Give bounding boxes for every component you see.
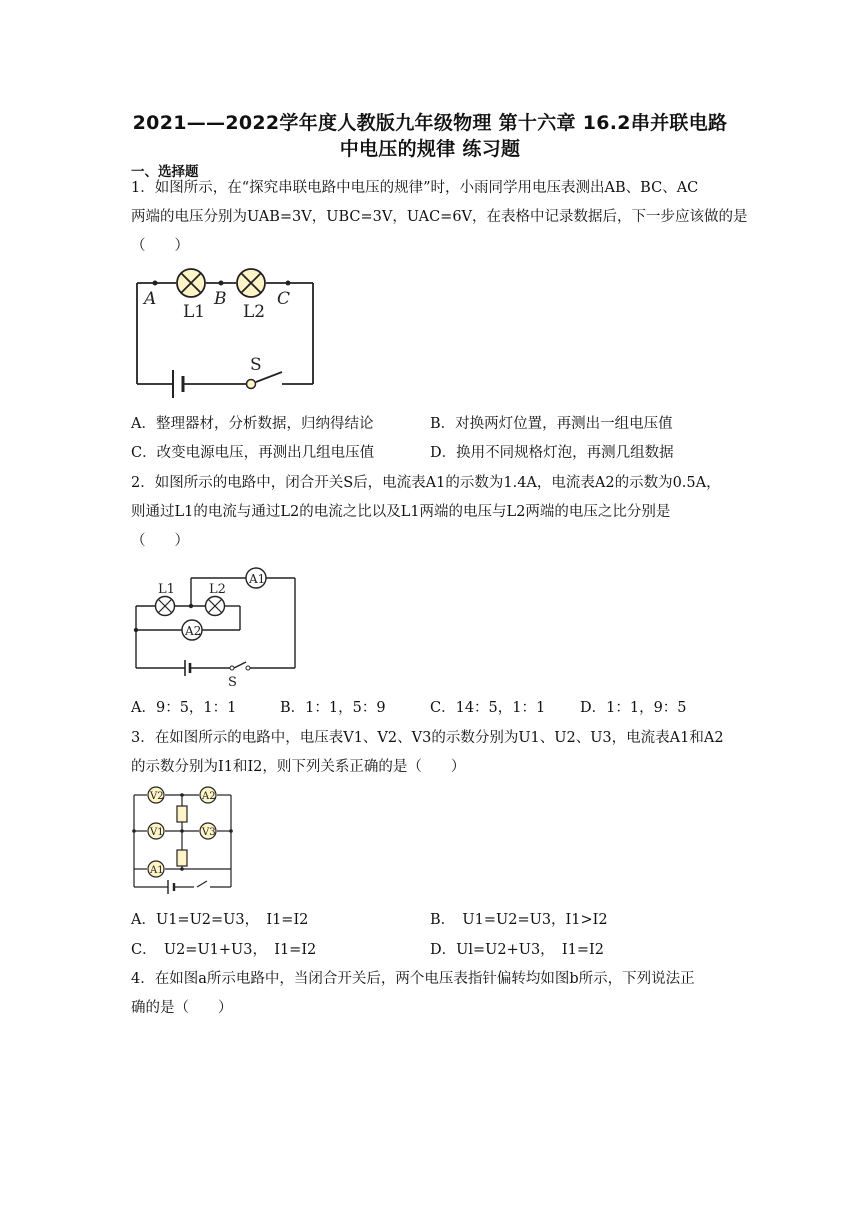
- q2-option-c: C．14：5，1：1: [430, 700, 546, 716]
- q1-option-c: C．改变电源电压，再测出几组电压值: [131, 445, 375, 461]
- q3-label-a1: A1: [150, 865, 164, 876]
- q3-option-b: B． U1=U2=U3，I1>I2: [430, 912, 608, 928]
- q3-circuit-diagram: [130, 786, 235, 896]
- q3-text-line-2: 的示数分别为I1和I2，则下列关系正确的是（ ）: [131, 759, 466, 775]
- lamp-l2-icon: [237, 269, 265, 297]
- q4-text-line-2: 确的是（ ）: [131, 1000, 233, 1016]
- q1-label-b: B: [214, 289, 227, 309]
- q1-text-line-3: （ ）: [131, 238, 189, 254]
- q1-label-s: S: [250, 355, 262, 375]
- q1-circuit-diagram: [130, 262, 320, 407]
- q2-label-l2: L2: [209, 582, 226, 597]
- q3-label-v1: V1: [150, 827, 164, 838]
- document-title-line-2: 中电压的规律 练习题: [339, 138, 521, 160]
- document-title-line-1: 2021——2022学年度人教版九年级物理 第十六章 16.2串并联电路: [132, 112, 728, 134]
- q2-text-line-3: （ ）: [131, 533, 189, 549]
- lamp-l1-icon: [177, 269, 205, 297]
- lamp-l1-icon: [156, 597, 175, 616]
- q2-label-l1: L1: [158, 582, 175, 597]
- q2-text-line-1: 2．如图所示的电路中，闭合开关S后，电流表A1的示数为1.4A，电流表A2的示数为0.5A，: [131, 475, 721, 491]
- q3-label-v3: V3: [202, 827, 216, 838]
- q2-text-line-2: 则通过L1的电流与通过L2的电流之比以及L1两端的电压与L2两端的电压之比分别是: [131, 504, 671, 520]
- resistor-top-icon: [177, 806, 187, 822]
- lamp-l2-icon: [206, 597, 225, 616]
- q1-text-line-2: 两端的电压分别为UAB=3V，UBC=3V，UAC=6V，在表格中记录数据后，下一步应该做的是: [131, 209, 748, 225]
- q1-option-a: A．整理器材，分析数据，归纳得结论: [131, 416, 374, 432]
- q3-label-v2: V2: [150, 791, 164, 802]
- q2-option-a: A．9：5，1：1: [131, 700, 237, 716]
- q1-label-a: A: [144, 289, 157, 309]
- q2-label-a2: A2: [185, 624, 202, 638]
- q4-text-line-1: 4．在如图a所示电路中，当闭合开关后，两个电压表指针偏转均如图b所示，下列说法正: [131, 971, 695, 987]
- q3-text-line-1: 3．在如图所示的电路中，电压表V1、V2、V3的示数分别为U1、U2、U3，电流表A1和A2: [131, 730, 724, 746]
- q3-label-a2: A2: [202, 791, 216, 802]
- q2-label-s: S: [228, 675, 237, 690]
- q2-option-b: B．1：1，5：9: [280, 700, 386, 716]
- section-heading: 一、选择题: [131, 164, 199, 180]
- switch-icon: [247, 380, 256, 389]
- q2-circuit-diagram: [130, 565, 300, 690]
- q1-option-b: B．对换两灯位置，再测出一组电压值: [430, 416, 673, 432]
- q1-option-d: D．换用不同规格灯泡，再测几组数据: [430, 445, 674, 461]
- resistor-bottom-icon: [177, 850, 187, 866]
- q2-label-a1: A1: [249, 572, 266, 586]
- q3-option-a: A．U1=U2=U3， I1=I2: [131, 912, 309, 928]
- q2-option-d: D．1：1，9：5: [580, 700, 687, 716]
- q1-text-line-1: 1．如图所示，在“探究串联电路中电压的规律”时，小雨同学用电压表测出AB、BC、AC: [131, 180, 699, 196]
- q3-option-d: D．Ul=U2+U3， I1=I2: [430, 942, 604, 958]
- q1-label-l1: L1: [183, 302, 206, 322]
- q1-label-c: C: [277, 289, 291, 309]
- q3-option-c: C． U2=U1+U3， I1=I2: [131, 942, 317, 958]
- q1-label-l2: L2: [243, 302, 266, 322]
